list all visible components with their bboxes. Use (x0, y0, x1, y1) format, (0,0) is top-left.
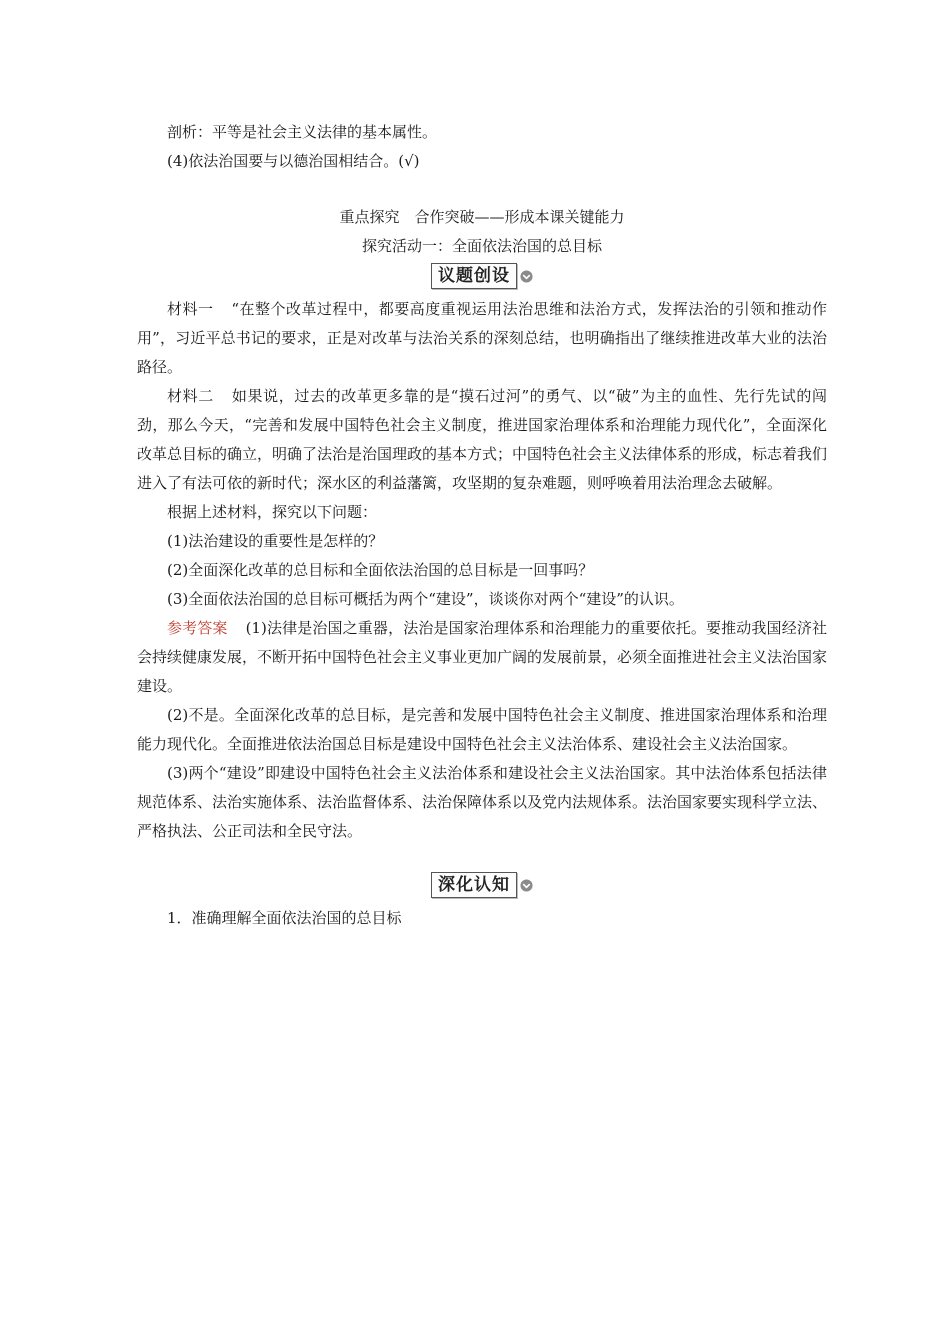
answer-3: (3)两个“建设”即建设中国特色社会主义法治体系和建设社会主义法治国家。其中法治体系包括法律规范体系、法治实施体系、法治监督体系、法治保障体系以及党内法规体系。法治国家要实现科学立法、严格执法、公正司法和全民守法。 (137, 764, 828, 840)
document-page (137, 118, 827, 933)
material-1 (137, 295, 827, 382)
material-1-text: “在整个改革过程中，都要高度重视运用法治思维和法治方式，发挥法治的引领和推动作用”，习近平总书记的要求，正是对改革与法治关系的深刻总结，也明确指出了继续推进改革大业的法治路径。 (137, 300, 827, 376)
material-2-text: 如果说，过去的改革更多靠的是“摸石过河”的勇气、以“破”为主的血性、先行先试的闯劲，那么今天，“完善和发展中国特色社会主义制度，推进国家治理体系和治理能力现代化”，全面深化改革总目标的确立，明确了法治是治国理政的基本方式；中国特色社会主义法律体系的形成，标志着我们进入了有法可依的新时代；深水区的利益藩篱，攻坚期的复杂难题，则呼唤着用法治理念去破解。 (137, 387, 828, 492)
activity-title: 探究活动一：全面依法治国的总目标 (361, 237, 602, 255)
topic-setup-badge (137, 263, 827, 293)
question-3: (3)全面依法治国的总目标可概括为两个“建设”，谈谈你对两个“建设”的认识。 (167, 590, 684, 608)
section-heading: 重点探究 合作突破——形成本课关键能力 (339, 208, 625, 226)
questions-intro: 根据上述材料，探究以下问题： (167, 503, 378, 521)
deepen-understanding-label: 深化认知 (431, 872, 517, 898)
material-1-label: 材料一 (167, 300, 214, 318)
question-2: (2)全面深化改革的总目标和全面依法治国的总目标是一回事吗？ (167, 561, 594, 579)
material-2-label: 材料二 (167, 387, 214, 405)
analysis-line: 剖析：平等是社会主义法律的基本属性。 (167, 123, 438, 141)
answer-1-text: (1)法律是治国之重器，法治是国家治理体系和治理能力的重要依托。要推动我国经济社会持续健康发展，不断开拓中国特色社会主义事业更加广阔的发展前景，必须全面推进社会主义法治国家建设。 (137, 619, 828, 695)
reference-answer-label: 参考答案 (167, 619, 228, 637)
chevron-down-circle-icon (520, 270, 533, 283)
topic-setup-label: 议题创设 (431, 263, 517, 289)
chevron-down-circle-icon (520, 879, 533, 892)
judgement-item-4: (4)依法治国要与以德治国相结合。(√) (167, 152, 420, 170)
answer-2: (2)不是。全面深化改革的总目标，是完善和发展中国特色社会主义制度、推进国家治理体系和治理能力现代化。全面推进依法治国总目标是建设中国特色社会主义法治体系、建设社会主义法治国家。 (137, 706, 827, 753)
deepen-understanding-badge (137, 872, 827, 902)
answer-1 (137, 614, 827, 701)
deepen-item-1: 1．准确理解全面依法治国的总目标 (167, 909, 402, 927)
question-1: (1)法治建设的重要性是怎样的？ (167, 532, 384, 550)
material-2 (137, 382, 827, 498)
